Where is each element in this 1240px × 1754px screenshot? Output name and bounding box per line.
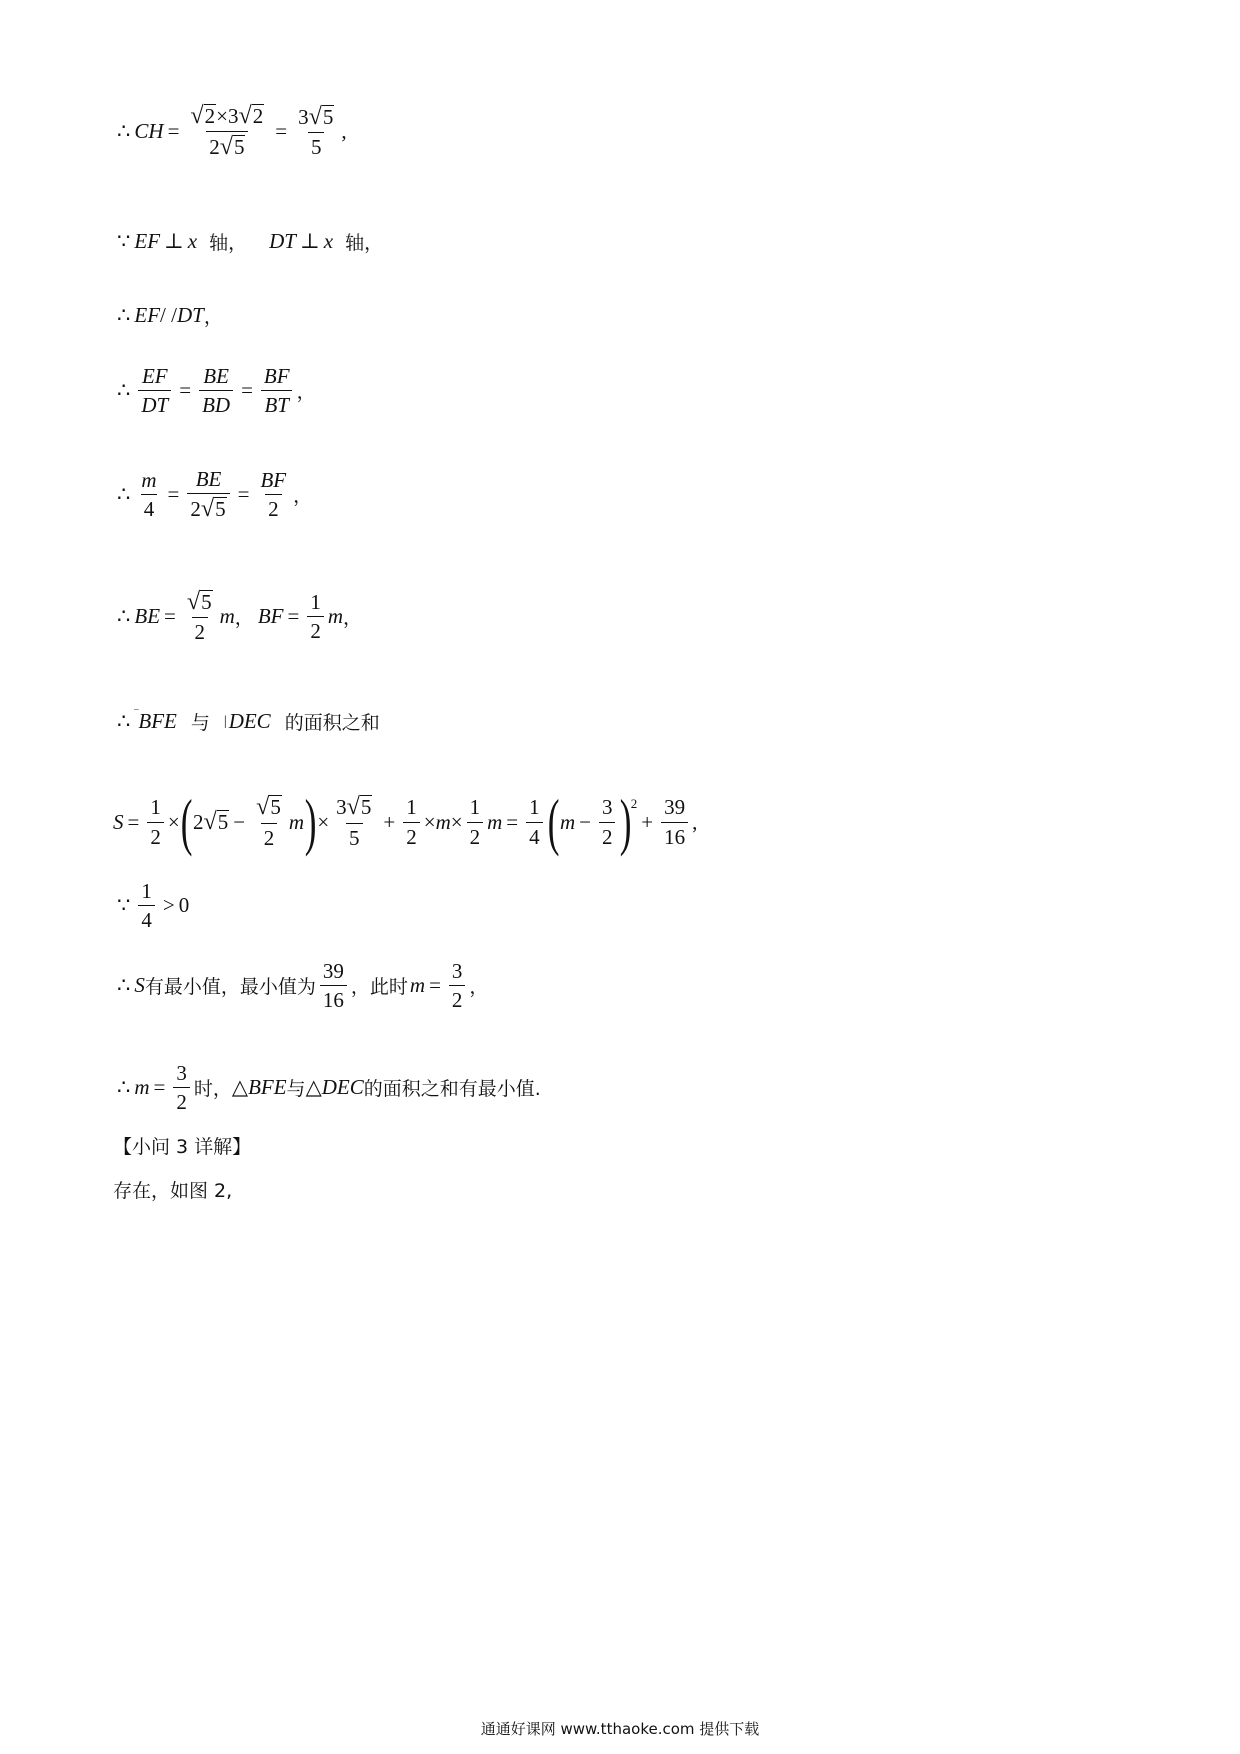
line-ch: ∴ CH = √ 2 ×3 √ 2 2 √ 5 = 3 √ 5 5 ,: [117, 102, 347, 161]
line-parallel: ∴ EF / / DT ，: [117, 303, 223, 328]
page-footer: 通通好课网 www.tthaoke.com 提供下载: [480, 1720, 760, 1738]
line-conclusion: ∴ m = $\frac{3}{2}$ 时， △ BFE 与 △ DEC 的面积之和有最小值.: [117, 1061, 541, 1115]
subquestion-3-heading: 【小问 3 详解】: [113, 1136, 252, 1158]
line-minimum: ∴ S 有最小值，最小值为 $\frac{39}{16}$ ，此时 m = $\frac{3}{2}$ ，: [117, 959, 489, 1013]
line-positive: ∵ $\frac{1}{4}$ > 0: [117, 879, 190, 933]
line-ratio-1: ∴ $\frac{EF}{DT}$ = $\frac{BE}{BD}$ = $\frac{BF}{BT}$ ，: [117, 364, 316, 418]
line-perpendicular: ∵ EF ⊥ x 轴， DT ⊥ x 轴，: [117, 229, 384, 254]
line-s-expression: S = $\frac{1}{2}$ × ( 2 √ 5 − √ 5 2 m ) × 3 √ 5 5 + $\frac{1}{2}$ × m × $\frac{1}{2}$ m = $\frac{1}{4}$ ( m − $\frac{3}{2}$ ) 2 + $\frac{39}{16}$ ,: [113, 786, 698, 857]
fraction: √ 2 ×3 √ 2 2 √ 5: [190, 102, 264, 161]
line-exists: 存在，如图 2,: [113, 1180, 233, 1202]
line-ratio-2: ∴ $\frac{m}{4}$ = BE 2 √ 5 = $\frac{BF}{2}$ ，: [117, 467, 313, 523]
fraction: 3 √ 5 5: [298, 103, 334, 160]
line-be-bf: ∴ BE = √ 5 2 m ， BF = $\frac{1}{2}$ m ，: [117, 588, 362, 645]
line-area-sum: ∴ ‾ BFE 与 | DEC 的面积之和: [117, 708, 380, 734]
